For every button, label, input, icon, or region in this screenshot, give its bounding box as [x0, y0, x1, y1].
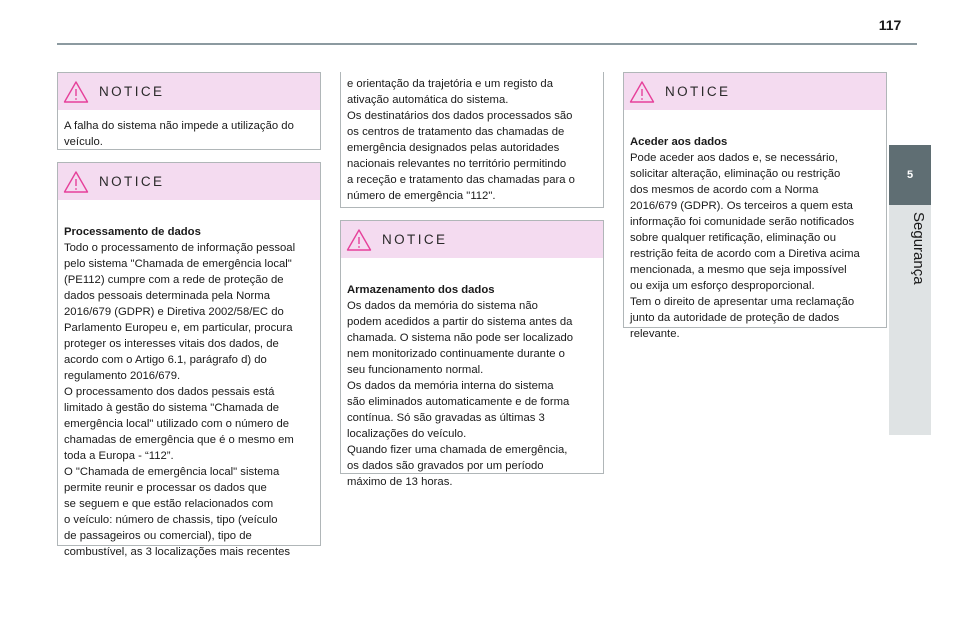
notice-header [624, 73, 886, 110]
warning-triangle-icon [629, 80, 655, 104]
notice-title: NOTICE [99, 174, 165, 189]
warning-triangle-icon [63, 170, 89, 194]
page-number: 117 [878, 17, 902, 33]
notice-title: NOTICE [382, 232, 448, 247]
notice-continuation [340, 72, 604, 208]
notice-box-data-access [623, 72, 887, 340]
notice-text: Todo o processamento de informação pessoal pelo sistema "Chamada de emergência local" (PE112) cumpre com a rede de proteção de dados pessoais determinada pela Norma 2016/679 (GDPR) e Diretiva 2002/58/EC do Parlamento Europeu e, em particular, procura proteger os interesses vitais dos dados, de acordo com o Artigo 6.1, parágrafo d) do regulamento 2016/679. O processamento dos dados pessais está limitado à gestão do sistema "Chamada de emergência local" utilizado com o número de chamadas de emergência que é o mesmo em toda a Europa - “112”. O "Chamada de emergência local" sistema permite reunir e processar os dados que se seguem e que estão relacionados com o veículo: número de chassis, tipo (veículo de passageiros ou comercial), tipo de combustível, as 3 localizações mais recentes [64, 242, 296, 558]
section-number-tab[interactable]: 5 [889, 145, 931, 205]
notice-box-system-failure [57, 72, 321, 150]
notice-subtitle: Processamento de dados [64, 226, 201, 238]
notice-body [58, 200, 320, 566]
notice-header [58, 73, 320, 110]
notice-title: NOTICE [99, 84, 165, 99]
notice-box-data-storage [340, 220, 604, 488]
notice-subtitle: Aceder aos dados [630, 136, 728, 148]
notice-subtitle: Armazenamento dos dados [347, 284, 495, 296]
notice-text: Pode aceder aos dados e, se necessário, solicitar alteração, eliminação ou restrição dos mesmos de acordo com a Norma 2016/679 (GDPR). Os terceiros a quem esta informação foi comunidade serão notificados sobre qualquer retificação, eliminação ou restrição feita de acordo com a Diretiva acima mencionada, a mesmo que seja impossível ou exija um esforço desproporcional. Tem o direito de apresentar uma reclamação junto da autoridade de proteção de dados relevante. [630, 152, 860, 340]
notice-text: Os dados da memória do sistema não podem acedidos a partir do sistema antes da chamada. O sistema não pode ser localizado nem monitorizado continuamente durante o seu funcionamento normal. Os dados da memória interna do sistema são eliminados automaticamente e de forma contínua. Só são gravadas as últimas 3 localizações do veículo. Quando fizer uma chamada de emergência, os dados são gravados por um período máximo de 13 horas. [347, 300, 574, 488]
notice-body: e orientação da trajetória e um registo da ativação automática do sistema. Os destinatários dos dados processados são os centros de tratamento das chamadas de emergência designados pelas autoridades nacionais relevantes no território permitindo a receção e tratamento das chamadas para o número de emergência "112". [347, 78, 575, 202]
warning-triangle-icon [346, 228, 372, 252]
section-title: Segurança [910, 212, 927, 285]
notice-body [341, 258, 603, 496]
notice-title: NOTICE [665, 84, 731, 99]
warning-triangle-icon [63, 80, 89, 104]
notice-box-data-processing [57, 162, 321, 558]
notice-body [624, 110, 886, 348]
notice-body: A falha do sistema não impede a utilização do veículo. [64, 120, 294, 148]
notice-header [58, 163, 320, 200]
header-rule [57, 43, 917, 45]
notice-header [341, 221, 603, 258]
